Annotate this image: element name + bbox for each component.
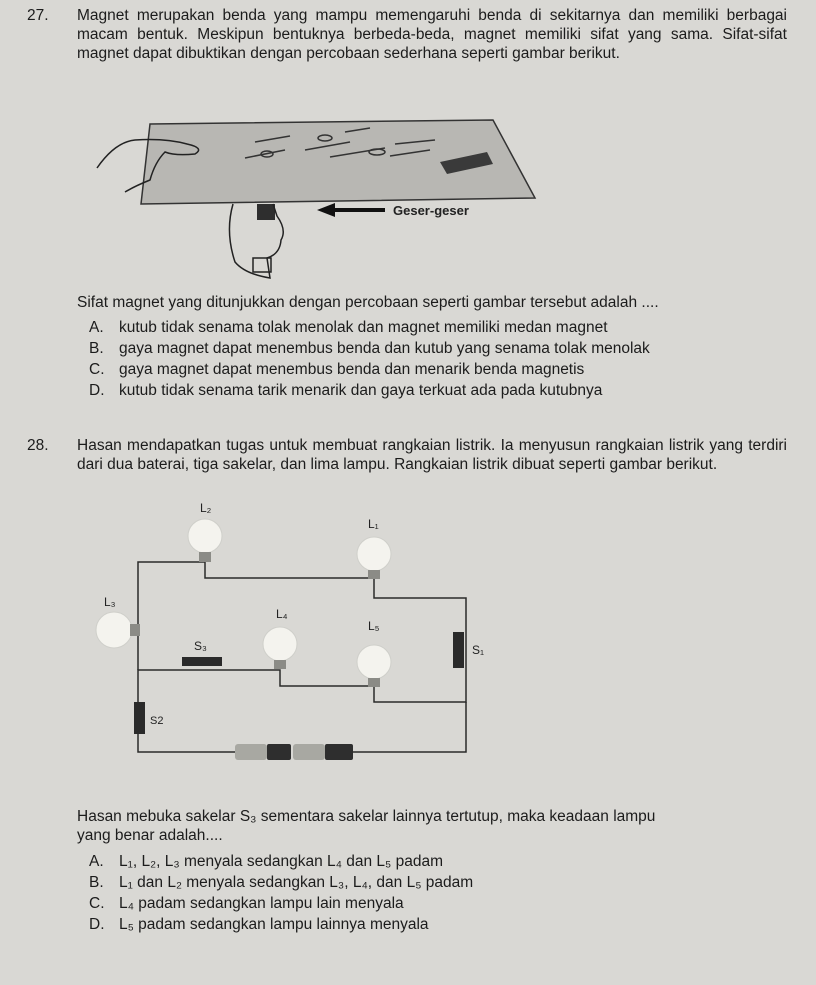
right-hand-icon <box>229 204 283 278</box>
option-c[interactable]: C. L₄ padam sedangkan lampu lain menyala <box>89 895 404 912</box>
question-28-options <box>89 851 473 935</box>
option-a[interactable]: A. kutub tidak senama tolak menolak dan magnet memiliki medan magnet <box>89 319 608 336</box>
switch-s1 <box>453 632 464 668</box>
question-stem: Hasan mendapatkan tugas untuk membuat rangkaian listrik. Ia menyusun rangkaian listrik yang terdiri dari dua baterai, tiga sakelar, dan lima lampu. Rangkaian listrik dibuat seperti gambar berikut. <box>77 437 787 473</box>
label-l5: L₅ <box>368 619 380 633</box>
question-number: 28. <box>27 437 49 454</box>
switch-s2 <box>134 702 145 734</box>
arrow-label: Geser-geser <box>393 203 469 218</box>
label-l1: L₁ <box>368 517 379 531</box>
question-stem: Magnet merupakan benda yang mampu memengaruhi benda di sekitarnya dan memiliki berbagai macam bentuk. Meskipun bentuknya berbeda-beda, magnet memiliki sifat yang sama. Sifat-sifat magnet dapat dibuktikan dengan percobaan sederhana seperti gambar berikut. <box>77 7 787 62</box>
lamp-l2 <box>188 519 222 562</box>
lamp-l1 <box>357 537 391 579</box>
question-28 <box>27 436 787 474</box>
label-l2: L₂ <box>200 502 212 515</box>
question-number: 27. <box>27 7 49 24</box>
label-s1: S₁ <box>472 643 485 657</box>
option-b[interactable]: B. L₁ dan L₂ menyala sedangkan L₃, L₄, dan L₅ padam <box>89 874 474 891</box>
switch-s3 <box>182 657 222 666</box>
label-l4: L₄ <box>276 607 288 621</box>
battery-pair-icon <box>235 744 353 760</box>
label-s3: S₃ <box>194 639 207 653</box>
circuit-diagram <box>90 502 490 777</box>
option-c[interactable]: C. gaya magnet dapat menembus benda dan menarik benda magnetis <box>89 361 585 378</box>
magnet-experiment-figure <box>95 112 545 284</box>
question-28-prompt: Hasan mebuka sakelar S₃ sementara sakelar lainnya tertutup, maka keadaan lampu yang benar adalah.... <box>77 808 656 844</box>
option-d[interactable]: D. L₅ padam sedangkan lampu lainnya menyala <box>89 916 429 933</box>
label-l3: L₃ <box>104 595 116 609</box>
magnet-under-board-icon <box>257 204 275 220</box>
question-27 <box>27 6 787 63</box>
question-27-options <box>89 317 650 401</box>
label-s2: S2 <box>150 715 164 727</box>
question-27-prompt: Sifat magnet yang ditunjukkan dengan percobaan seperti gambar tersebut adalah .... <box>77 294 659 311</box>
lamp-l4 <box>263 627 297 669</box>
option-a[interactable]: A. L₁, L₂, L₃ menyala sedangkan L₄ dan L₅ padam <box>89 853 443 870</box>
option-b[interactable]: B. gaya magnet dapat menembus benda dan kutub yang senama tolak menolak <box>89 340 650 357</box>
lamp-l3 <box>96 612 140 648</box>
option-d[interactable]: D. kutub tidak senama tarik menarik dan gaya terkuat ada pada kutubnya <box>89 382 603 399</box>
lamp-l5 <box>357 645 391 687</box>
